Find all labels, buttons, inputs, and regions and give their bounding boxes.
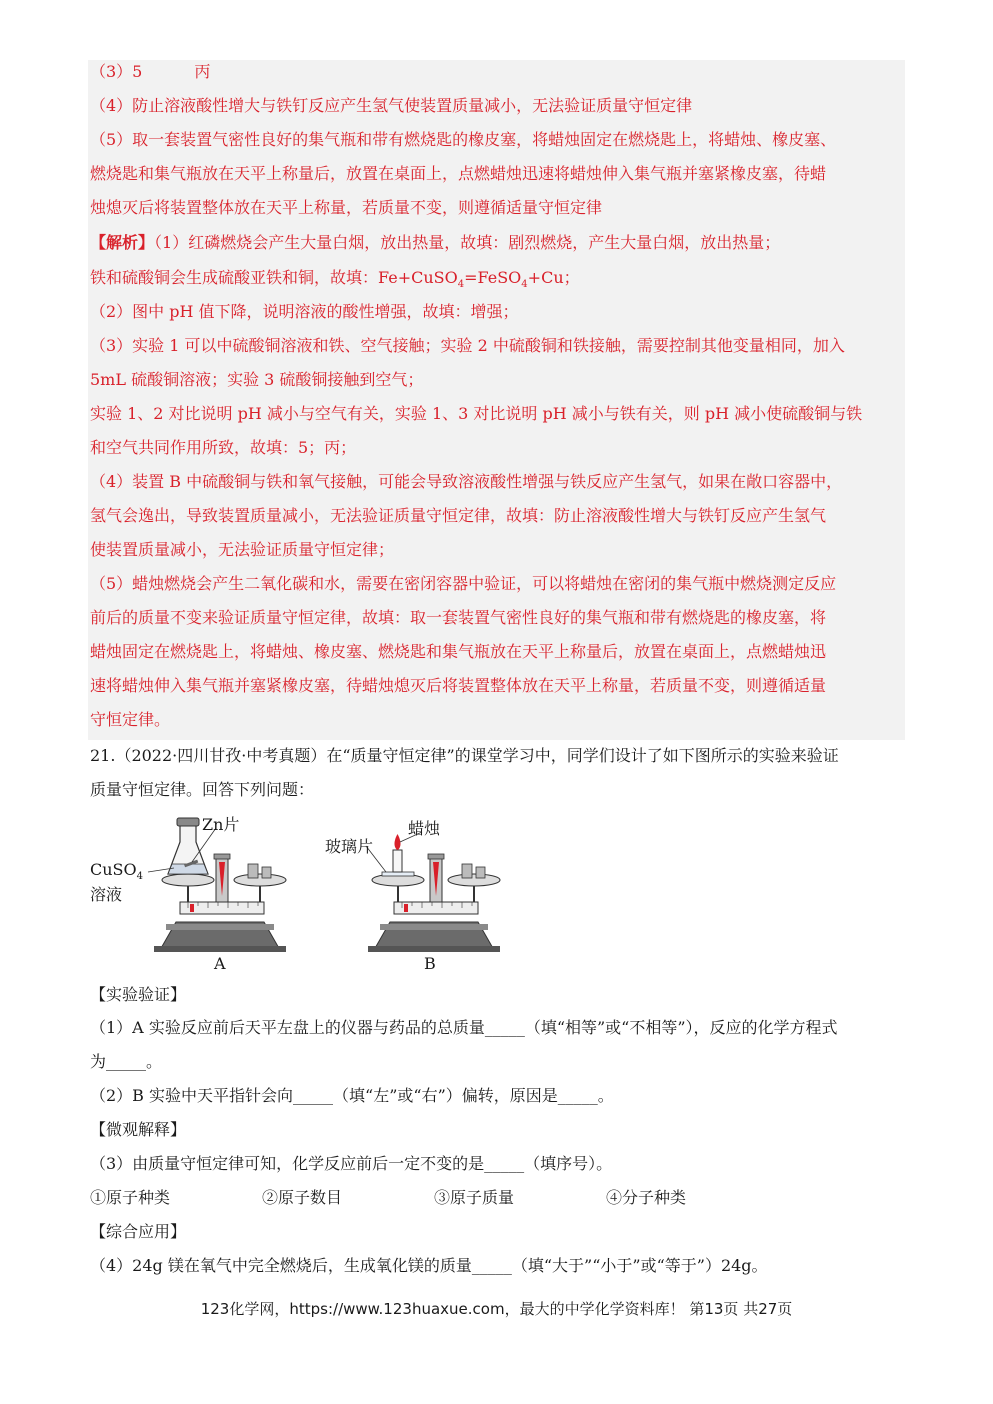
question-1-line-2: 为_____。 [90,1052,163,1071]
answer-line-4: （4）防止溶液酸性增大与铁钉反应产生氢气使装置质量减小，无法验证质量守恒定律 [90,96,693,115]
analysis-line-4: （3）实验 1 可以中硫酸铜溶液和铁、空气接触；实验 2 中硫酸铜和铁接触，需要控制其他变量相同，加入 [90,336,845,355]
question-3: （3）由质量守恒定律可知，化学反应前后一定不变的是_____（填序号）。 [90,1154,613,1173]
label-glass-piece: 玻璃片 [325,837,374,856]
analysis-tag: 【解析】 [90,233,155,252]
analysis-line-1: 【解析】（1）红磷燃烧会产生大量白烟，放出热量，故填：剧烈燃烧，产生大量白烟，放出热量； [90,233,781,252]
question-1-line-1: （1）A 实验反应前后天平左盘上的仪器与药品的总质量_____（填“相等”或“不相等”），反应的化学方程式 [90,1018,838,1037]
balance-b [366,832,500,952]
label-candle: 蜡烛 [408,819,441,838]
analysis-line-9: 氢气会逸出，导致装置质量减小，无法验证质量守恒定律，故填：防止溶液酸性增大与铁钉反应产生氢气 [90,506,827,525]
label-zn-piece: Zn片 [202,815,240,834]
analysis-line-3: （2）图中 pH 值下降，说明溶液的酸性增强，故填：增强； [90,302,519,321]
analysis-line-15: 守恒定律。 [90,710,171,729]
answer-3-choice: 丙 [194,62,211,81]
analysis-line-14: 速将蜡烛伸入集气瓶并塞紧橡皮塞，待蜡烛熄灭后将装置整体放在天平上称量，若质量不变，则遵循适量 [90,676,827,695]
options-row [90,1188,686,1208]
analysis-line-7: 和空气共同作用所致，故填：5；丙； [90,438,357,457]
answer-line-5c: 烛熄灭后将装置整体放在天平上称量，若质量不变，则遵循适量守恒定律 [90,198,603,217]
answer-3-number: （3）5 [90,62,143,81]
page-footer: 123化学网，https://www.123huaxue.com，最大的中学化学资料库！ 第13页 共27页 [200,1300,793,1318]
answer-line-3 [90,62,210,82]
analysis-line-13: 蜡烛固定在燃烧匙上，将蜡烛、橡皮塞、燃烧匙和集气瓶放在天平上称量后，放置在桌面上，点燃蜡烛迅 [90,642,827,661]
analysis-line-10: 使装置质量减小，无法验证质量守恒定律； [90,540,395,559]
label-b: B [424,954,436,973]
question-2: （2）B 实验中天平指针会向_____（填“左”或“右”）偏转，原因是_____。 [90,1086,614,1105]
answer-line-5a: （5）取一套装置气密性良好的集气瓶和带有燃烧匙的橡皮塞，将蜡烛固定在燃烧匙上，将蜡烛、橡皮塞、 [90,130,837,149]
analysis-line-5: 5mL 硫酸铜溶液；实验 3 硫酸铜接触到空气； [90,370,424,389]
option-1: ①原子种类 [90,1188,171,1207]
analysis-line-2: 铁和硫酸铜会生成硫酸亚铁和铜，故填：Fe+CuSO$_4$=FeSO$_4$+Cu； [90,268,580,291]
balance-a [148,818,286,952]
answer-line-5b: 燃烧匙和集气瓶放在天平上称量后，放置在桌面上，点燃蜡烛迅速将蜡烛伸入集气瓶并塞紧橡皮塞，待蜡 [90,164,827,183]
analysis-line-8: （4）装置 B 中硫酸铜与铁和氧气接触，可能会导致溶液酸性增强与铁反应产生氢气，如果在敞口容器中， [90,472,843,491]
section-experiment: 【实验验证】 [90,985,187,1004]
section-application: 【综合应用】 [90,1222,187,1241]
label-solution: 溶液 [90,885,123,904]
analysis-line-11: （5）蜡烛燃烧会产生二氧化碳和水，需要在密闭容器中验证，可以将蜡烛在密闭的集气瓶中燃烧测定反应 [90,574,837,593]
option-2: ②原子数目 [262,1188,343,1207]
question-4: （4）24g 镁在氧气中完全燃烧后，生成氧化镁的质量_____（填“大于”“小于”或“等于”）24g。 [90,1256,768,1275]
section-micro: 【微观解释】 [90,1120,187,1139]
option-3: ③原子质量 [434,1188,515,1207]
analysis-line-6: 实验 1、2 对比说明 pH 减小与空气有关，实验 1、3 对比说明 pH 减小与铁有关，则 pH 减小使硫酸铜与铁 [90,404,863,423]
question-21-line-1: 21.（2022·四川甘孜·中考真题）在“质量守恒定律”的课堂学习中，同学们设计了如下图所示的实验来验证 [90,746,839,765]
label-cuso4: CuSO$_4$ [90,860,143,883]
option-4: ④分子种类 [606,1188,687,1207]
balance-figure [88,812,518,977]
analysis-line-12: 前后的质量不变来验证质量守恒定律，故填：取一套装置气密性良好的集气瓶和带有燃烧匙的橡皮塞，将 [90,608,827,627]
question-21-line-2: 质量守恒定律。回答下列问题： [90,780,315,799]
answer-block [88,60,905,740]
label-a: A [214,954,226,973]
